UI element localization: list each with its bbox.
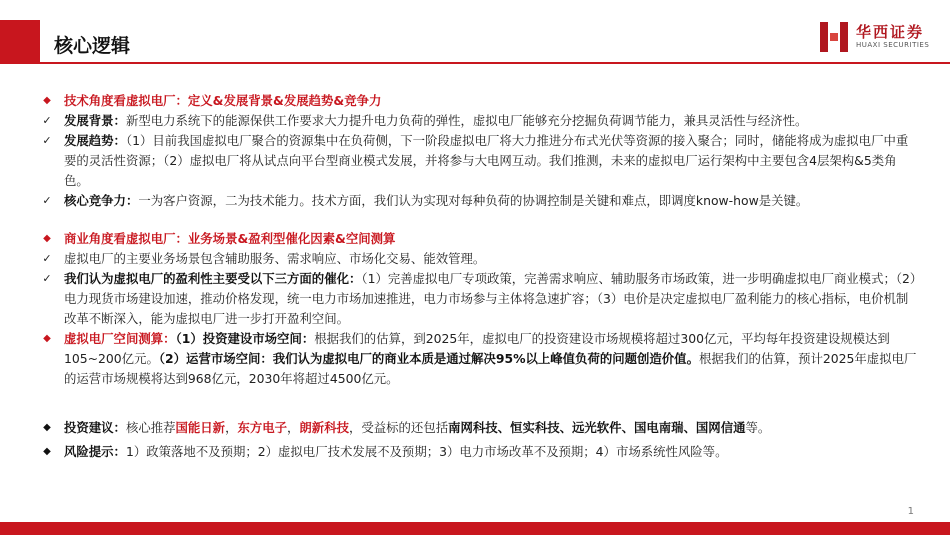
investment-advice: ◆ 投资建议：核心推荐国能日新，东方电子，朗新科技，受益标的还包括南网科技、恒实科技、远光软件、国电南瑞、国网信通等。 — [38, 418, 918, 438]
huaxi-logo-icon — [818, 19, 852, 55]
page-title: 核心逻辑 — [54, 35, 131, 57]
diamond-bullet-icon: ◆ — [43, 233, 51, 244]
check-bullet-icon: ✓ — [42, 252, 52, 265]
logo-english-name: HUAXI SECURITIES — [856, 41, 930, 49]
check-bullet-icon: ✓ — [42, 134, 52, 147]
footer-bar — [0, 522, 950, 535]
section-heading-tech: ◆ 技术角度看虚拟电厂：定义&发展背景&发展趋势&竞争力 — [38, 91, 918, 111]
diamond-bullet-icon: ◆ — [43, 446, 51, 457]
list-item-competitiveness: ✓ 核心竞争力：一为客户资源，二为技术能力。技术方面，我们认为实现对每种负荷的协调控制是关键和难点，即调度know-how是关键。 — [38, 191, 918, 211]
section-heading-business: ◆ 商业角度看虚拟电厂：业务场景&盈利型催化因素&空间测算 — [38, 229, 918, 249]
risk-warning: ◆ 风险提示：1）政策落地不及预期；2）虚拟电厂技术发展不及预期；3）电力市场改革不及预期；4）市场系统性风险等。 — [38, 442, 918, 462]
diamond-bullet-icon: ◆ — [43, 333, 51, 344]
list-item-scenarios: ✓ 虚拟电厂的主要业务场景包含辅助服务、需求响应、市场化交易、能效管理。 — [38, 249, 918, 269]
header-accent-bar — [0, 20, 40, 64]
list-item-profit-catalysts: ✓ 我们认为虚拟电厂的盈利性主要受以下三方面的催化：（1）完善虚拟电厂专项政策，完善需求响应、辅助服务市场政策，进一步明确虚拟电厂商业模式；（2）电力现货市场建设加速，推动价格发现，统一电力市场加速推进，电力市场参与主体将急速扩容；（3）电价是决定虚拟电厂盈利能力的核心指标，电价机制改革不断深入，能为虚拟电厂进一步打开盈利空间。 — [38, 269, 918, 329]
list-item-background: ✓ 发展背景：新型电力系统下的能源保供工作要求大力提升电力负荷的弹性，虚拟电厂能够充分挖掘负荷调节能力，兼具灵活性与经济性。 — [38, 111, 918, 131]
check-bullet-icon: ✓ — [42, 272, 52, 285]
diamond-bullet-icon: ◆ — [43, 95, 51, 106]
logo-chinese-name: 华西证券 — [856, 23, 925, 41]
header-divider — [40, 62, 950, 64]
check-bullet-icon: ✓ — [42, 194, 52, 207]
check-bullet-icon: ✓ — [42, 114, 52, 127]
content-body — [38, 91, 918, 462]
list-item-trend: ✓ 发展趋势：（1）目前我国虚拟电厂聚合的资源集中在负荷侧，下一阶段虚拟电厂将大力推进分布式光伏等资源的接入聚合；同时，储能将成为虚拟电厂中重要的灵活性资源；（2）虚拟电厂将从试点向平台型商业模式发展，并将参与大电网互动。我们推测，未来的虚拟电厂运行架构中主要包含4层架构&5类角色。 — [38, 131, 918, 191]
diamond-bullet-icon: ◆ — [43, 422, 51, 433]
page-number: 1 — [907, 506, 914, 517]
list-item-market-space: ◆ 虚拟电厂空间测算：（1）投资建设市场空间：根据我们的估算，到2025年，虚拟电厂的投资建设市场规模将超过300亿元，平均每年投资建设规模达到105~200亿元。（2）运营市场空间：我们认为虚拟电厂的商业本质是通过解决95%以上峰值负荷的问题创造价值。根据我们的估算，预计2025年虚拟电厂的运营市场规模将达到968亿元，2030年将超过4500亿元。 — [38, 329, 918, 389]
huaxi-logo — [818, 19, 938, 55]
